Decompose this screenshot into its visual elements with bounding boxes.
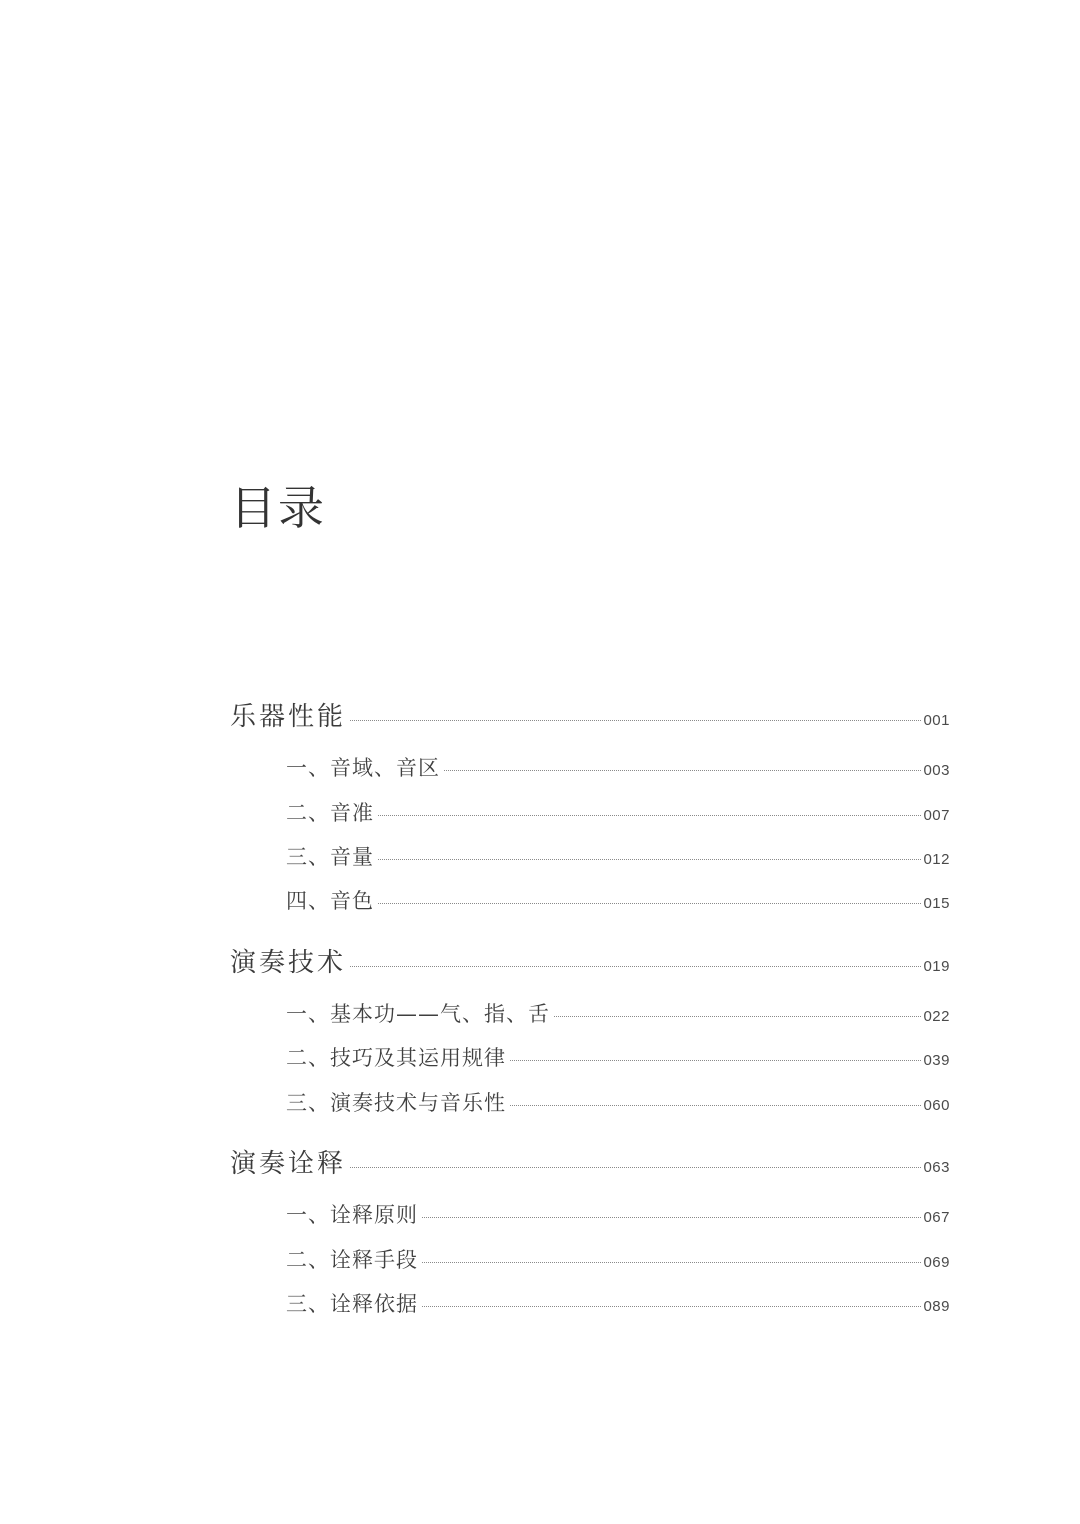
- toc-section-title: 一、诠释原则: [286, 1203, 418, 1227]
- toc-section[interactable]: [286, 885, 950, 915]
- toc-section[interactable]: [286, 998, 950, 1028]
- dot-leader: [378, 859, 921, 860]
- toc-chapter-title: 演奏技术: [230, 948, 347, 978]
- toc-chapter[interactable]: [230, 696, 950, 733]
- toc-section[interactable]: [286, 797, 950, 827]
- toc-section[interactable]: [286, 1199, 950, 1229]
- dot-leader: [510, 1060, 921, 1061]
- toc-page-number: 060: [923, 1097, 950, 1114]
- toc-section-title: 三、演奏技术与音乐性: [286, 1091, 506, 1115]
- toc-section-title: 三、音量: [286, 845, 374, 869]
- toc-chapter-title: 乐器性能: [230, 702, 347, 732]
- toc-page-number: 069: [923, 1254, 950, 1271]
- toc-section-title: 二、技巧及其运用规律: [286, 1046, 506, 1070]
- toc-section-title: 二、音准: [286, 801, 374, 825]
- dot-leader: [554, 1016, 921, 1017]
- dot-leader: [378, 903, 921, 904]
- toc-chapter[interactable]: [230, 1143, 950, 1180]
- dot-leader: [510, 1105, 921, 1106]
- toc-page-number: 007: [923, 807, 950, 824]
- toc-section[interactable]: [286, 1288, 950, 1318]
- toc-section-title: 三、诠释依据: [286, 1292, 418, 1316]
- toc-chapter[interactable]: [230, 942, 950, 979]
- toc-page-number: 022: [923, 1008, 950, 1025]
- toc-chapter-title: 演奏诠释: [230, 1149, 347, 1179]
- toc-section[interactable]: [286, 1244, 950, 1274]
- toc-section[interactable]: [286, 1042, 950, 1072]
- dot-leader: [422, 1262, 921, 1263]
- dot-leader: [422, 1306, 921, 1307]
- toc-section[interactable]: [286, 752, 950, 782]
- toc-section[interactable]: [286, 841, 950, 871]
- dot-leader: [378, 815, 921, 816]
- dot-leader: [350, 966, 921, 967]
- toc-section[interactable]: [286, 1087, 950, 1117]
- dot-leader: [350, 720, 921, 721]
- dot-leader: [422, 1217, 921, 1218]
- toc-page-number: 015: [923, 895, 950, 912]
- toc-section-title: 四、音色: [286, 889, 374, 913]
- page-title: 目录: [230, 481, 326, 535]
- toc-page-number: 039: [923, 1052, 950, 1069]
- dot-leader: [444, 770, 921, 771]
- toc-page-number: 063: [923, 1159, 950, 1176]
- toc-page-number: 001: [923, 712, 950, 729]
- toc-page-number: 012: [923, 851, 950, 868]
- toc-page-number: 003: [923, 762, 950, 779]
- dot-leader: [350, 1167, 921, 1168]
- toc-page-number: 089: [923, 1298, 950, 1315]
- toc-section-title: 二、诠释手段: [286, 1248, 418, 1272]
- toc-section-title: 一、音域、音区: [286, 756, 440, 780]
- toc-page-number: 067: [923, 1209, 950, 1226]
- toc-section-title: 一、基本功——气、指、舌: [286, 1002, 550, 1026]
- toc-page-number: 019: [923, 958, 950, 975]
